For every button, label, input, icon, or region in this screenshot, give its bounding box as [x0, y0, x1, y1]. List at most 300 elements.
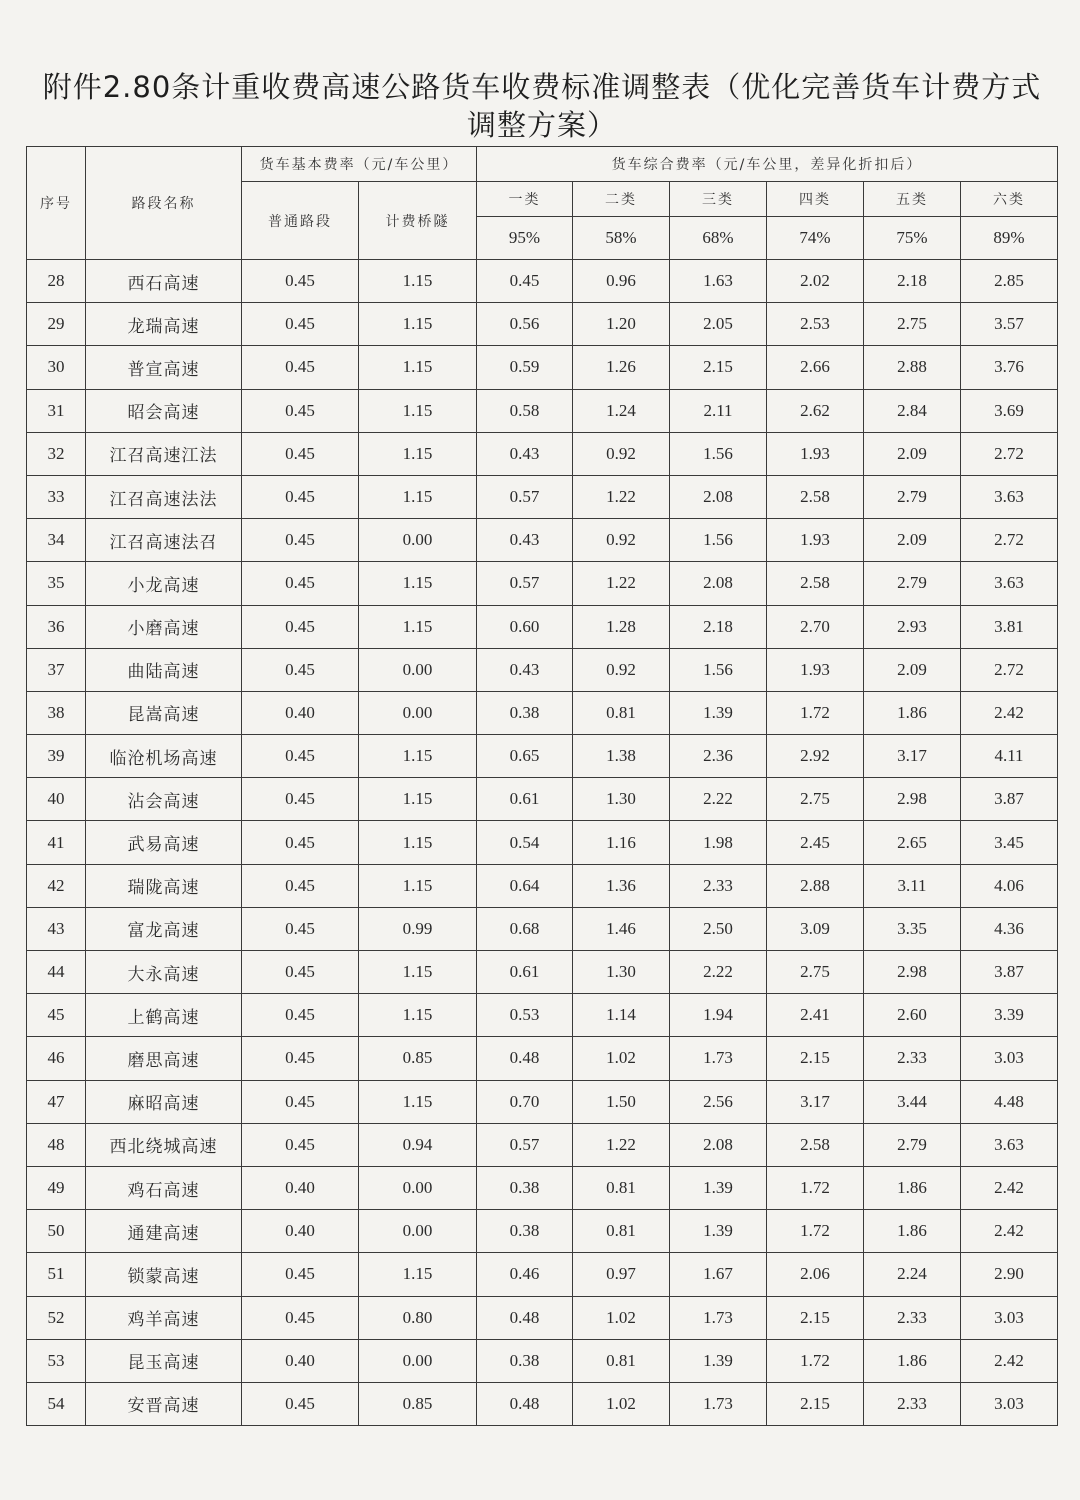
row-base-rate: 0.45: [242, 475, 359, 518]
row-class-5-rate: 1.86: [864, 1166, 961, 1209]
row-base-rate: 0.45: [242, 1253, 359, 1296]
row-class-2-rate: 0.97: [573, 1253, 670, 1296]
table-row: [27, 1080, 1058, 1123]
row-road-name: 昭会高速: [86, 389, 242, 432]
row-road-name: 沾会高速: [86, 778, 242, 821]
row-class-2-rate: 1.30: [573, 778, 670, 821]
row-road-name: 鸡羊高速: [86, 1296, 242, 1339]
row-class-3-rate: 2.15: [670, 346, 767, 389]
row-class-1-rate: 0.45: [477, 260, 573, 303]
row-base-rate: 0.45: [242, 562, 359, 605]
row-class-4-rate: 2.66: [767, 346, 864, 389]
row-class-3-rate: 2.56: [670, 1080, 767, 1123]
row-class-4-rate: 3.17: [767, 1080, 864, 1123]
row-bridge-rate: 0.80: [359, 1296, 477, 1339]
row-road-name: 曲陆高速: [86, 648, 242, 691]
header-class-2: 二类: [573, 182, 670, 217]
row-base-rate: 0.45: [242, 605, 359, 648]
row-class-4-rate: 1.93: [767, 432, 864, 475]
row-class-1-rate: 0.38: [477, 1339, 573, 1382]
row-class-3-rate: 2.33: [670, 864, 767, 907]
row-road-name: 临沧机场高速: [86, 735, 242, 778]
row-class-3-rate: 1.39: [670, 691, 767, 734]
row-class-4-rate: 2.06: [767, 1253, 864, 1296]
row-class-2-rate: 0.92: [573, 519, 670, 562]
row-class-3-rate: 1.63: [670, 260, 767, 303]
row-base-rate: 0.40: [242, 1166, 359, 1209]
row-class-1-rate: 0.57: [477, 1123, 573, 1166]
header-combined-rate: 货车综合费率（元/车公里，差异化折扣后）: [477, 147, 1058, 182]
row-road-name: 通建高速: [86, 1210, 242, 1253]
table-row: [27, 994, 1058, 1037]
row-class-1-rate: 0.38: [477, 691, 573, 734]
row-class-3-rate: 2.08: [670, 562, 767, 605]
row-class-6-rate: 2.72: [961, 432, 1058, 475]
row-bridge-rate: 1.15: [359, 778, 477, 821]
row-class-1-rate: 0.38: [477, 1166, 573, 1209]
row-class-4-rate: 1.72: [767, 1210, 864, 1253]
row-class-6-rate: 3.03: [961, 1037, 1058, 1080]
row-class-3-rate: 1.73: [670, 1037, 767, 1080]
row-road-name: 富龙高速: [86, 907, 242, 950]
row-road-name: 大永高速: [86, 951, 242, 994]
row-class-5-rate: 2.88: [864, 346, 961, 389]
row-class-2-rate: 1.24: [573, 389, 670, 432]
row-class-5-rate: 2.79: [864, 1123, 961, 1166]
row-bridge-rate: 1.15: [359, 1253, 477, 1296]
row-class-6-rate: 2.42: [961, 691, 1058, 734]
row-class-5-rate: 2.09: [864, 432, 961, 475]
row-bridge-rate: 1.15: [359, 475, 477, 518]
row-class-2-rate: 1.50: [573, 1080, 670, 1123]
row-base-rate: 0.45: [242, 907, 359, 950]
table-row: [27, 1253, 1058, 1296]
row-class-3-rate: 1.56: [670, 648, 767, 691]
row-bridge-rate: 1.15: [359, 260, 477, 303]
row-class-3-rate: 1.73: [670, 1296, 767, 1339]
row-seq: 54: [27, 1382, 86, 1425]
row-class-5-rate: 2.79: [864, 475, 961, 518]
row-class-6-rate: 2.90: [961, 1253, 1058, 1296]
row-class-4-rate: 2.70: [767, 605, 864, 648]
row-bridge-rate: 0.99: [359, 907, 477, 950]
row-road-name: 西石高速: [86, 260, 242, 303]
row-road-name: 瑞陇高速: [86, 864, 242, 907]
row-seq: 29: [27, 303, 86, 346]
header-base-rate: 货车基本费率（元/车公里）: [242, 147, 477, 182]
row-class-4-rate: 3.09: [767, 907, 864, 950]
row-bridge-rate: 1.15: [359, 735, 477, 778]
row-class-5-rate: 2.18: [864, 260, 961, 303]
row-class-6-rate: 3.81: [961, 605, 1058, 648]
row-class-4-rate: 2.15: [767, 1382, 864, 1425]
header-class-1: 一类: [477, 182, 573, 217]
table-row: [27, 475, 1058, 518]
row-class-5-rate: 3.11: [864, 864, 961, 907]
row-bridge-rate: 1.15: [359, 605, 477, 648]
row-seq: 37: [27, 648, 86, 691]
row-class-1-rate: 0.59: [477, 346, 573, 389]
row-class-4-rate: 2.02: [767, 260, 864, 303]
row-class-2-rate: 1.30: [573, 951, 670, 994]
row-bridge-rate: 0.00: [359, 648, 477, 691]
row-seq: 39: [27, 735, 86, 778]
row-bridge-rate: 0.00: [359, 691, 477, 734]
row-class-5-rate: 1.86: [864, 1210, 961, 1253]
row-class-6-rate: 3.63: [961, 1123, 1058, 1166]
row-seq: 34: [27, 519, 86, 562]
row-class-1-rate: 0.58: [477, 389, 573, 432]
row-class-4-rate: 1.72: [767, 691, 864, 734]
row-base-rate: 0.45: [242, 821, 359, 864]
row-class-3-rate: 1.39: [670, 1339, 767, 1382]
row-class-2-rate: 0.92: [573, 648, 670, 691]
row-class-1-rate: 0.43: [477, 648, 573, 691]
row-class-4-rate: 2.58: [767, 475, 864, 518]
row-class-2-rate: 1.16: [573, 821, 670, 864]
table-row: [27, 907, 1058, 950]
header-class-3: 三类: [670, 182, 767, 217]
table-row: [27, 778, 1058, 821]
header-class-4: 四类: [767, 182, 864, 217]
row-class-6-rate: 4.11: [961, 735, 1058, 778]
row-bridge-rate: 1.15: [359, 303, 477, 346]
row-class-4-rate: 2.58: [767, 1123, 864, 1166]
row-bridge-rate: 1.15: [359, 864, 477, 907]
row-class-5-rate: 3.35: [864, 907, 961, 950]
row-bridge-rate: 0.00: [359, 1339, 477, 1382]
row-class-2-rate: 1.26: [573, 346, 670, 389]
row-road-name: 江召高速江法: [86, 432, 242, 475]
row-class-6-rate: 4.48: [961, 1080, 1058, 1123]
row-class-5-rate: 2.84: [864, 389, 961, 432]
row-class-2-rate: 1.02: [573, 1382, 670, 1425]
row-seq: 44: [27, 951, 86, 994]
table-row: [27, 648, 1058, 691]
row-class-5-rate: 3.17: [864, 735, 961, 778]
row-class-3-rate: 2.08: [670, 1123, 767, 1166]
row-class-3-rate: 1.56: [670, 519, 767, 562]
row-class-5-rate: 2.09: [864, 519, 961, 562]
row-class-1-rate: 0.57: [477, 475, 573, 518]
row-road-name: 鸡石高速: [86, 1166, 242, 1209]
row-seq: 49: [27, 1166, 86, 1209]
row-class-6-rate: 3.03: [961, 1382, 1058, 1425]
row-bridge-rate: 0.94: [359, 1123, 477, 1166]
row-class-5-rate: 2.93: [864, 605, 961, 648]
header-bridge-tunnel: 计费桥隧: [359, 182, 477, 260]
row-class-3-rate: 1.56: [670, 432, 767, 475]
row-class-1-rate: 0.54: [477, 821, 573, 864]
row-class-5-rate: 2.60: [864, 994, 961, 1037]
row-class-5-rate: 3.44: [864, 1080, 961, 1123]
table-row: [27, 346, 1058, 389]
row-base-rate: 0.45: [242, 778, 359, 821]
row-road-name: 普宣高速: [86, 346, 242, 389]
discount-class-4: 74%: [767, 217, 864, 260]
row-seq: 38: [27, 691, 86, 734]
header-class-6: 六类: [961, 182, 1058, 217]
row-class-3-rate: 2.22: [670, 778, 767, 821]
row-class-1-rate: 0.43: [477, 519, 573, 562]
row-class-5-rate: 2.33: [864, 1296, 961, 1339]
row-class-1-rate: 0.46: [477, 1253, 573, 1296]
row-class-5-rate: 2.24: [864, 1253, 961, 1296]
row-seq: 43: [27, 907, 86, 950]
discount-class-3: 68%: [670, 217, 767, 260]
toll-rate-table: [26, 146, 1058, 1426]
row-class-4-rate: 1.72: [767, 1339, 864, 1382]
table-row: [27, 432, 1058, 475]
row-class-6-rate: 3.63: [961, 475, 1058, 518]
row-seq: 31: [27, 389, 86, 432]
row-class-2-rate: 0.96: [573, 260, 670, 303]
row-bridge-rate: 0.00: [359, 1166, 477, 1209]
row-class-5-rate: 2.75: [864, 303, 961, 346]
row-class-3-rate: 1.39: [670, 1166, 767, 1209]
table-row: [27, 303, 1058, 346]
row-class-6-rate: 3.87: [961, 951, 1058, 994]
row-class-4-rate: 2.75: [767, 778, 864, 821]
row-bridge-rate: 1.15: [359, 389, 477, 432]
row-class-2-rate: 1.36: [573, 864, 670, 907]
row-class-1-rate: 0.68: [477, 907, 573, 950]
row-seq: 46: [27, 1037, 86, 1080]
row-road-name: 江召高速法召: [86, 519, 242, 562]
discount-class-6: 89%: [961, 217, 1058, 260]
row-seq: 45: [27, 994, 86, 1037]
row-class-1-rate: 0.38: [477, 1210, 573, 1253]
row-bridge-rate: 1.15: [359, 1080, 477, 1123]
row-class-5-rate: 2.65: [864, 821, 961, 864]
row-class-6-rate: 2.42: [961, 1339, 1058, 1382]
row-class-4-rate: 2.53: [767, 303, 864, 346]
table-row: [27, 605, 1058, 648]
header-seq: 序号: [27, 147, 86, 260]
row-class-4-rate: 2.62: [767, 389, 864, 432]
header-class-5: 五类: [864, 182, 961, 217]
row-seq: 48: [27, 1123, 86, 1166]
row-seq: 50: [27, 1210, 86, 1253]
table-row: [27, 821, 1058, 864]
row-road-name: 西北绕城高速: [86, 1123, 242, 1166]
row-class-2-rate: 0.81: [573, 1210, 670, 1253]
table-row: [27, 389, 1058, 432]
row-seq: 51: [27, 1253, 86, 1296]
row-class-2-rate: 0.81: [573, 691, 670, 734]
row-class-5-rate: 2.33: [864, 1382, 961, 1425]
table-row: [27, 260, 1058, 303]
row-class-1-rate: 0.43: [477, 432, 573, 475]
table-row: [27, 1166, 1058, 1209]
row-class-6-rate: 3.76: [961, 346, 1058, 389]
row-class-6-rate: 3.39: [961, 994, 1058, 1037]
row-class-5-rate: 2.33: [864, 1037, 961, 1080]
row-base-rate: 0.45: [242, 519, 359, 562]
table-row: [27, 735, 1058, 778]
row-bridge-rate: 1.15: [359, 562, 477, 605]
row-class-5-rate: 1.86: [864, 1339, 961, 1382]
row-class-6-rate: 3.87: [961, 778, 1058, 821]
row-class-4-rate: 2.15: [767, 1296, 864, 1339]
row-bridge-rate: 0.00: [359, 519, 477, 562]
row-class-3-rate: 2.05: [670, 303, 767, 346]
row-class-1-rate: 0.48: [477, 1037, 573, 1080]
row-class-2-rate: 1.22: [573, 562, 670, 605]
row-class-6-rate: 3.45: [961, 821, 1058, 864]
row-class-3-rate: 2.50: [670, 907, 767, 950]
row-seq: 40: [27, 778, 86, 821]
row-class-2-rate: 1.22: [573, 475, 670, 518]
row-class-2-rate: 1.28: [573, 605, 670, 648]
table-row: [27, 562, 1058, 605]
header-normal-section: 普通路段: [242, 182, 359, 260]
row-class-1-rate: 0.70: [477, 1080, 573, 1123]
document-title: 附件2.80条计重收费高速公路货车收费标准调整表（优化完善货车计费方式调整方案）: [42, 70, 1042, 142]
table-row: [27, 1210, 1058, 1253]
row-seq: 47: [27, 1080, 86, 1123]
row-class-6-rate: 3.03: [961, 1296, 1058, 1339]
row-road-name: 江召高速法法: [86, 475, 242, 518]
row-class-1-rate: 0.48: [477, 1382, 573, 1425]
row-class-1-rate: 0.53: [477, 994, 573, 1037]
row-base-rate: 0.45: [242, 346, 359, 389]
row-class-5-rate: 2.79: [864, 562, 961, 605]
row-class-4-rate: 2.15: [767, 1037, 864, 1080]
row-road-name: 麻昭高速: [86, 1080, 242, 1123]
row-seq: 52: [27, 1296, 86, 1339]
row-class-4-rate: 1.93: [767, 648, 864, 691]
row-class-3-rate: 2.18: [670, 605, 767, 648]
discount-class-5: 75%: [864, 217, 961, 260]
row-class-6-rate: 3.63: [961, 562, 1058, 605]
row-road-name: 昆玉高速: [86, 1339, 242, 1382]
row-seq: 35: [27, 562, 86, 605]
row-bridge-rate: 1.15: [359, 951, 477, 994]
row-base-rate: 0.45: [242, 1296, 359, 1339]
row-seq: 32: [27, 432, 86, 475]
row-class-6-rate: 3.57: [961, 303, 1058, 346]
row-seq: 53: [27, 1339, 86, 1382]
table-row: [27, 1123, 1058, 1166]
table-row: [27, 1037, 1058, 1080]
row-class-2-rate: 0.81: [573, 1166, 670, 1209]
table-row: [27, 1339, 1058, 1382]
row-base-rate: 0.45: [242, 951, 359, 994]
table-row: [27, 951, 1058, 994]
row-seq: 33: [27, 475, 86, 518]
row-class-3-rate: 1.73: [670, 1382, 767, 1425]
row-base-rate: 0.45: [242, 303, 359, 346]
row-seq: 41: [27, 821, 86, 864]
row-road-name: 锁蒙高速: [86, 1253, 242, 1296]
header-road-name: 路段名称: [86, 147, 242, 260]
row-bridge-rate: 1.15: [359, 432, 477, 475]
table-row: [27, 864, 1058, 907]
row-seq: 30: [27, 346, 86, 389]
row-class-5-rate: 2.98: [864, 951, 961, 994]
row-seq: 36: [27, 605, 86, 648]
row-class-4-rate: 2.92: [767, 735, 864, 778]
row-class-5-rate: 1.86: [864, 691, 961, 734]
row-base-rate: 0.45: [242, 994, 359, 1037]
row-class-1-rate: 0.64: [477, 864, 573, 907]
row-class-6-rate: 2.72: [961, 519, 1058, 562]
row-base-rate: 0.45: [242, 735, 359, 778]
row-base-rate: 0.40: [242, 1339, 359, 1382]
discount-class-2: 58%: [573, 217, 670, 260]
row-base-rate: 0.45: [242, 260, 359, 303]
row-class-6-rate: 2.85: [961, 260, 1058, 303]
row-class-6-rate: 4.06: [961, 864, 1058, 907]
row-class-2-rate: 1.02: [573, 1296, 670, 1339]
row-class-6-rate: 2.72: [961, 648, 1058, 691]
row-road-name: 上鹤高速: [86, 994, 242, 1037]
row-class-3-rate: 2.36: [670, 735, 767, 778]
row-bridge-rate: 1.15: [359, 346, 477, 389]
row-class-2-rate: 0.92: [573, 432, 670, 475]
row-class-2-rate: 1.20: [573, 303, 670, 346]
row-base-rate: 0.45: [242, 864, 359, 907]
row-class-1-rate: 0.56: [477, 303, 573, 346]
row-road-name: 小磨高速: [86, 605, 242, 648]
row-road-name: 磨思高速: [86, 1037, 242, 1080]
row-base-rate: 0.45: [242, 1037, 359, 1080]
row-class-3-rate: 1.94: [670, 994, 767, 1037]
table-row: [27, 1296, 1058, 1339]
row-base-rate: 0.45: [242, 1382, 359, 1425]
row-class-6-rate: 2.42: [961, 1210, 1058, 1253]
row-seq: 28: [27, 260, 86, 303]
row-class-2-rate: 1.02: [573, 1037, 670, 1080]
row-class-1-rate: 0.48: [477, 1296, 573, 1339]
row-class-4-rate: 1.93: [767, 519, 864, 562]
row-class-4-rate: 1.72: [767, 1166, 864, 1209]
row-class-3-rate: 2.22: [670, 951, 767, 994]
row-base-rate: 0.45: [242, 648, 359, 691]
row-class-1-rate: 0.65: [477, 735, 573, 778]
row-bridge-rate: 0.85: [359, 1037, 477, 1080]
row-class-2-rate: 0.81: [573, 1339, 670, 1382]
row-base-rate: 0.45: [242, 1080, 359, 1123]
row-class-1-rate: 0.57: [477, 562, 573, 605]
row-class-4-rate: 2.41: [767, 994, 864, 1037]
row-class-6-rate: 2.42: [961, 1166, 1058, 1209]
row-class-3-rate: 2.11: [670, 389, 767, 432]
row-base-rate: 0.45: [242, 432, 359, 475]
row-class-4-rate: 2.45: [767, 821, 864, 864]
row-class-1-rate: 0.60: [477, 605, 573, 648]
row-class-6-rate: 3.69: [961, 389, 1058, 432]
row-class-2-rate: 1.46: [573, 907, 670, 950]
row-class-4-rate: 2.58: [767, 562, 864, 605]
row-class-1-rate: 0.61: [477, 778, 573, 821]
row-class-3-rate: 1.67: [670, 1253, 767, 1296]
row-base-rate: 0.40: [242, 691, 359, 734]
table-row: [27, 691, 1058, 734]
row-class-1-rate: 0.61: [477, 951, 573, 994]
row-bridge-rate: 1.15: [359, 821, 477, 864]
row-road-name: 武易高速: [86, 821, 242, 864]
row-class-2-rate: 1.14: [573, 994, 670, 1037]
row-class-5-rate: 2.98: [864, 778, 961, 821]
row-class-3-rate: 1.98: [670, 821, 767, 864]
row-base-rate: 0.40: [242, 1210, 359, 1253]
row-class-2-rate: 1.38: [573, 735, 670, 778]
row-bridge-rate: 0.85: [359, 1382, 477, 1425]
table-row: [27, 519, 1058, 562]
row-class-4-rate: 2.88: [767, 864, 864, 907]
